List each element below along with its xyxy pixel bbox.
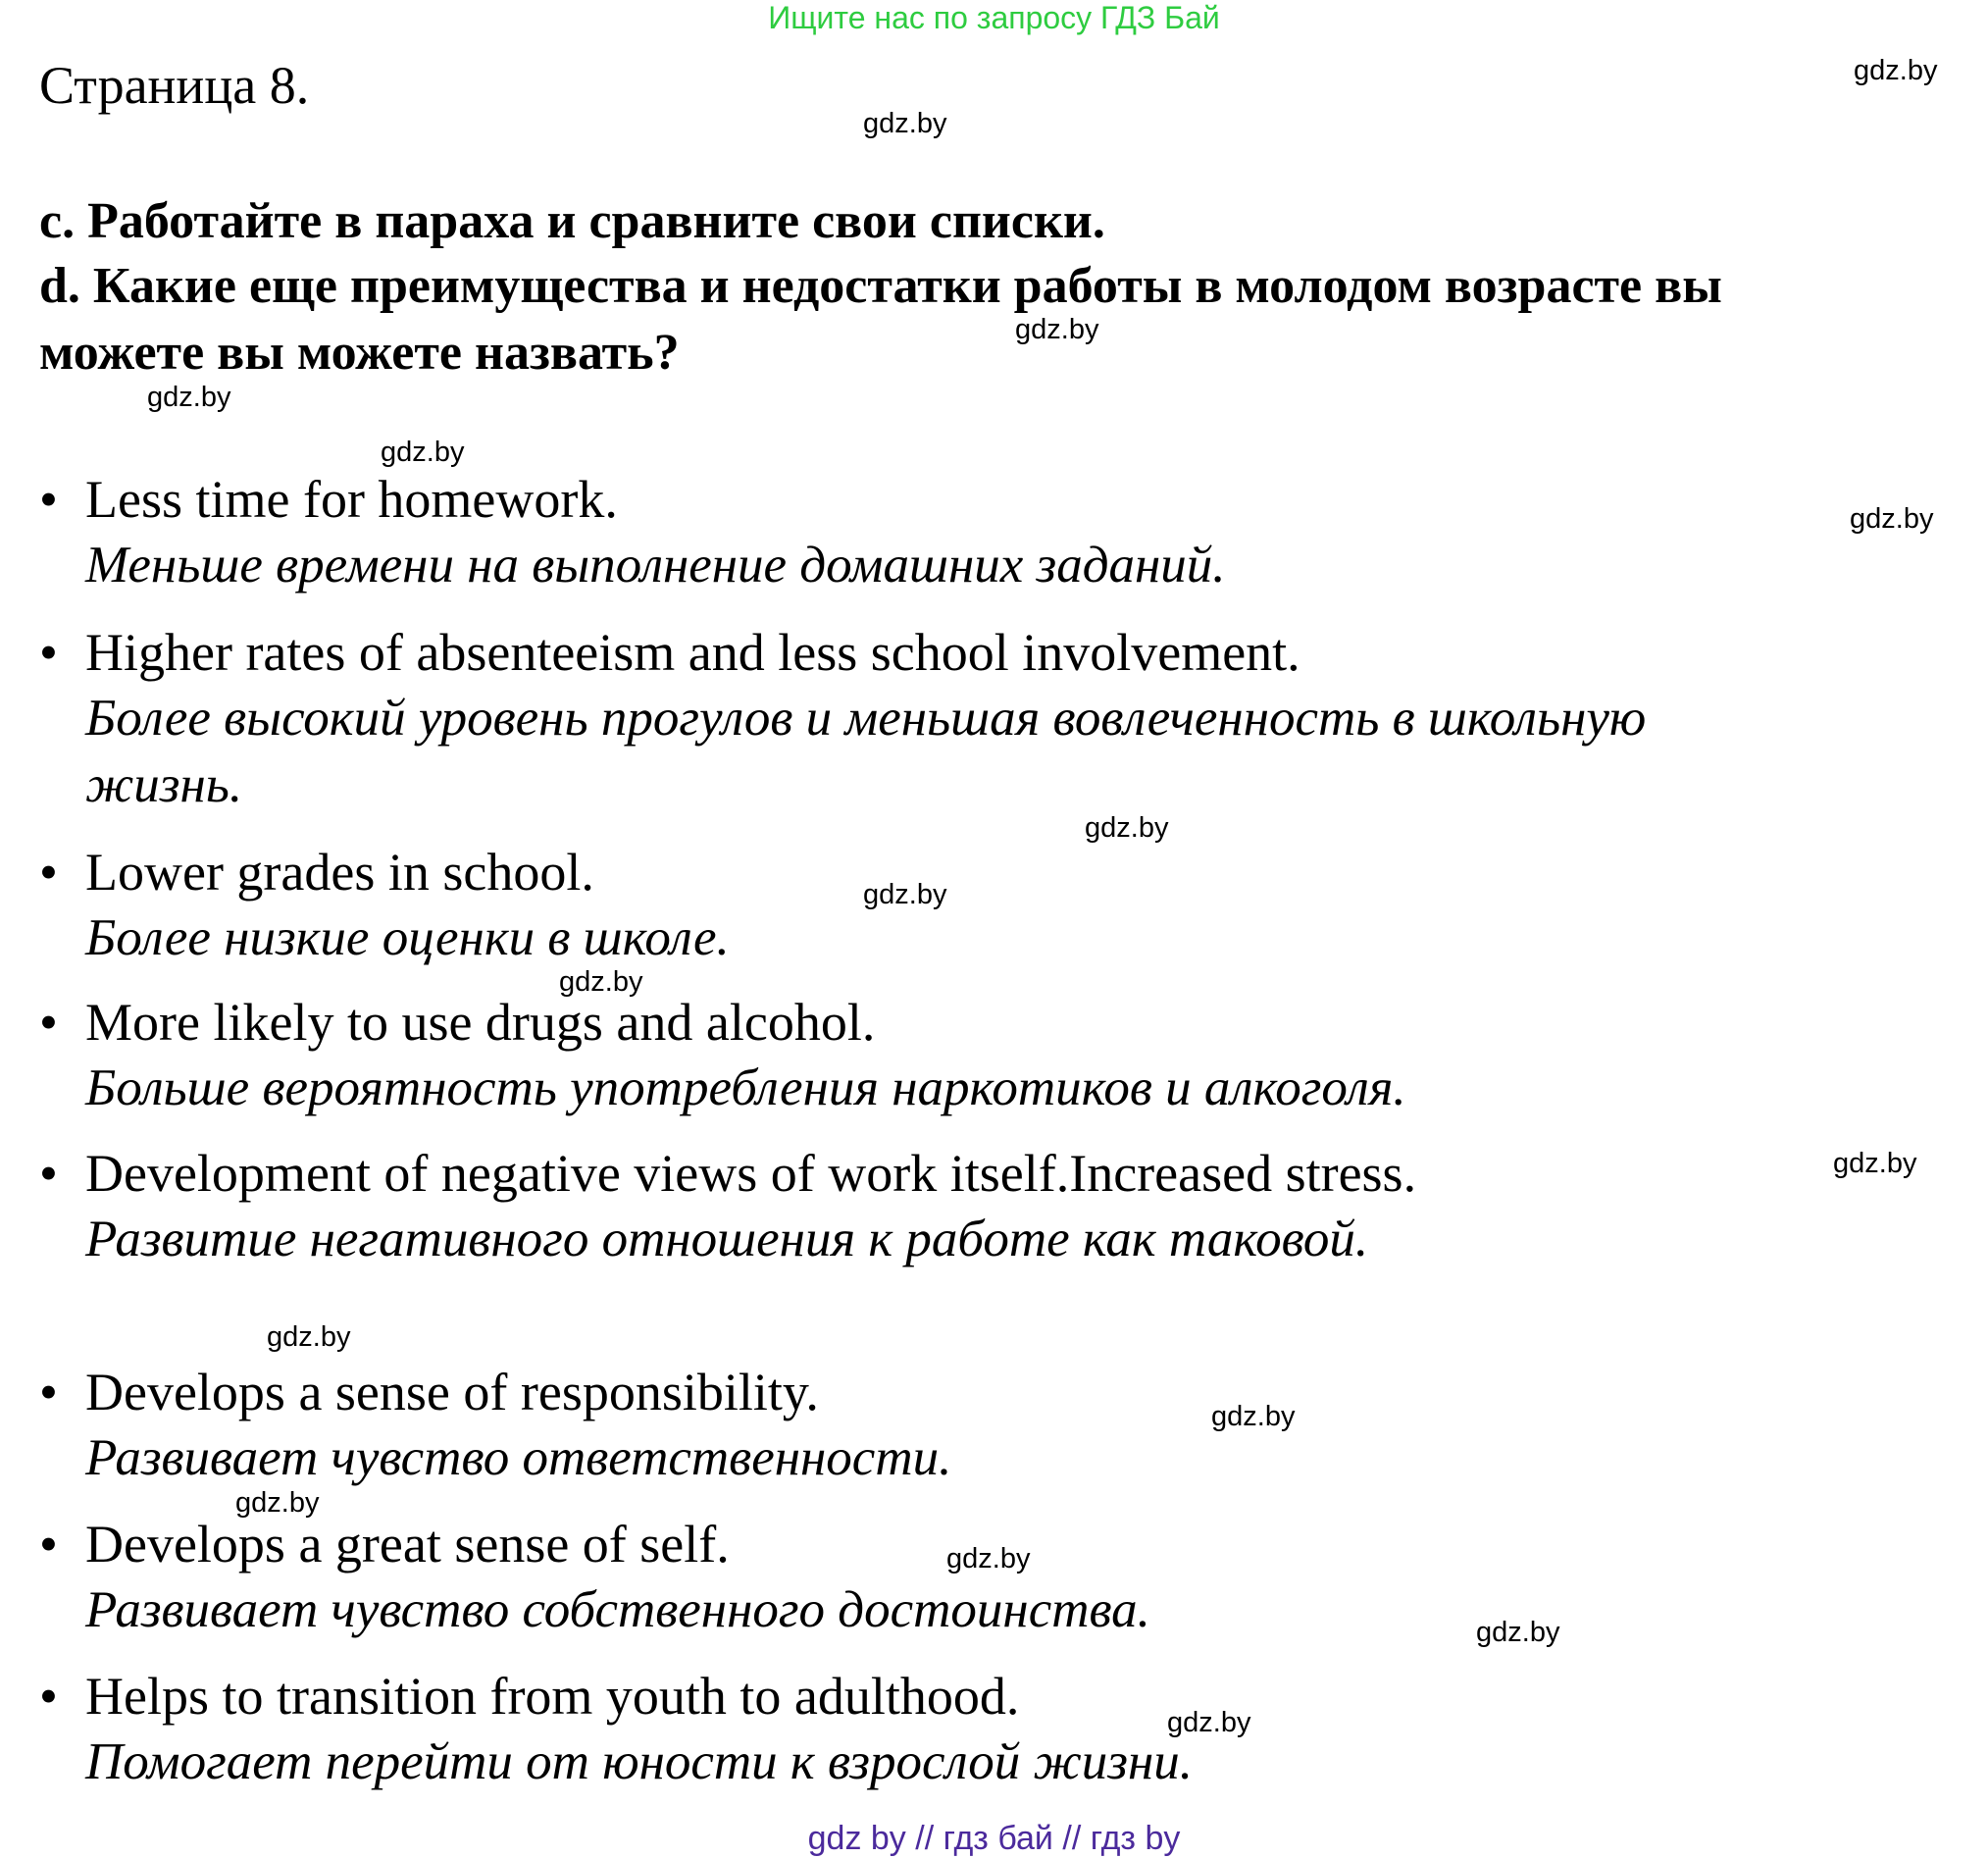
russian-translation: Развивает чувство ответственности.: [85, 1429, 952, 1486]
english-phrase: Lower grades in school.: [85, 843, 594, 902]
russian-translation: Меньше времени на выполнение домашних заданий.: [85, 537, 1226, 594]
watermark: gdz.by: [863, 879, 947, 910]
task-d-line2: можете вы можете назвать?: [39, 325, 680, 381]
task-c: c. Работайте в параха и сравните свои списки.: [39, 193, 1105, 249]
footer-links[interactable]: gdz by // гдз бай // гдз by: [807, 1820, 1181, 1857]
english-phrase: More likely to use drugs and alcohol.: [85, 993, 876, 1052]
english-phrase: Develops a sense of responsibility.: [85, 1363, 819, 1421]
bullet: •: [39, 623, 58, 682]
russian-translation: Развитие негативного отношения к работе как таковой.: [85, 1211, 1369, 1267]
watermark: gdz.by: [863, 108, 947, 139]
russian-translation: Развивает чувство собственного достоинства.: [85, 1581, 1150, 1638]
english-phrase: Development of negative views of work itself.Increased stress.: [85, 1144, 1417, 1203]
bullet: •: [39, 1667, 58, 1726]
watermark: gdz.by: [1850, 503, 1934, 535]
watermark: gdz.by: [235, 1487, 320, 1519]
bullet: •: [39, 993, 58, 1052]
watermark: gdz.by: [267, 1321, 351, 1353]
watermark: gdz.by: [1085, 812, 1169, 844]
watermark: gdz.by: [1167, 1707, 1251, 1738]
page-title: Страница 8.: [39, 56, 310, 115]
watermark: gdz.by: [1211, 1401, 1296, 1432]
watermark: gdz.by: [946, 1543, 1031, 1574]
russian-translation: Более высокий уровень прогулов и меньшая вовлеченность в школьную: [85, 690, 1647, 747]
bullet: •: [39, 1144, 58, 1203]
russian-translation: Больше вероятность употребления наркотиков и алкоголя.: [85, 1059, 1406, 1116]
watermark: gdz.by: [1833, 1148, 1917, 1179]
english-phrase: Higher rates of absenteeism and less school involvement.: [85, 623, 1300, 682]
watermark: gdz.by: [147, 382, 231, 413]
watermark: gdz.by: [559, 966, 643, 998]
watermark: gdz.by: [1476, 1617, 1560, 1648]
task-d-line1: d. Какие еще преимущества и недостатки работы в молодом возрасте вы: [39, 258, 1722, 314]
english-phrase: Less time for homework.: [85, 470, 618, 529]
watermark: gdz.by: [381, 437, 465, 468]
english-phrase: Helps to transition from youth to adulthood.: [85, 1667, 1020, 1726]
search-hint-link[interactable]: Ищите нас по запросу ГДЗ Бай: [768, 0, 1220, 35]
russian-translation-cont: жизнь.: [85, 756, 243, 813]
bullet: •: [39, 470, 58, 529]
bullet: •: [39, 1515, 58, 1574]
bullet: •: [39, 843, 58, 902]
watermark: gdz.by: [1854, 55, 1938, 86]
english-phrase: Develops a great sense of self.: [85, 1515, 730, 1574]
russian-translation: Помогает перейти от юности к взрослой жизни.: [85, 1733, 1193, 1790]
bullet: •: [39, 1363, 58, 1421]
russian-translation: Более низкие оценки в школе.: [85, 909, 730, 966]
watermark: gdz.by: [1015, 314, 1099, 345]
